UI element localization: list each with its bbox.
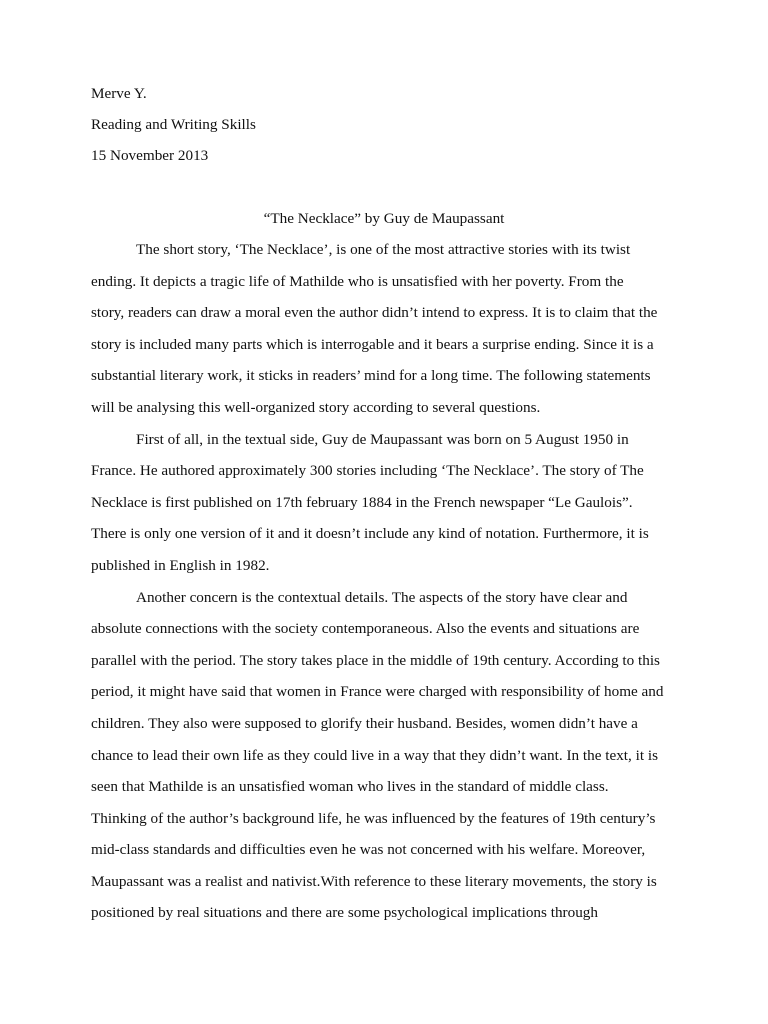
text-line: chance to lead their own life as they could live in a way that they didn’t want. In the text, it is [91, 746, 658, 764]
text-line: substantial literary work, it sticks in readers’ mind for a long time. The following statements [91, 367, 651, 385]
text-line: France. He authored approximately 300 stories including ‘The Necklace’. The story of The [91, 462, 644, 480]
text-line: The short story, ‘The Necklace’, is one of the most attractive stories with its twist [136, 241, 631, 258]
document-date: 15 November 2013 [91, 147, 209, 164]
text-line: positioned by real situations and there are some psychological implications through [91, 904, 598, 922]
text-line: ending. It depicts a tragic life of Mathilde who is unsatisfied with her poverty. From the [91, 272, 624, 290]
essay-body [91, 239, 681, 934]
essay-title: “The Necklace” by Guy de Maupassant [263, 210, 505, 227]
text-line: absolute connections with the society contemporaneous. Also the events and situations are [91, 620, 640, 638]
text-line: Maupassant was a realist and nativist.With reference to these literary movements, the story is [91, 872, 657, 890]
text-line: Thinking of the author’s background life, he was influenced by the features of 19th century’s [91, 809, 656, 827]
text-line: First of all, in the textual side, Guy de Maupassant was born on 5 August 1950 in [136, 430, 629, 448]
text-line: seen that Mathilde is an unsatisfied woman who lives in the standard of middle class. [91, 778, 609, 796]
document-header [91, 84, 691, 177]
text-line: children. They also were supposed to glorify their husband. Besides, women didn’t have a [91, 714, 638, 732]
text-line: period, it might have said that women in France were charged with responsibility of home and [91, 683, 664, 701]
paragraph-3 [91, 587, 681, 935]
text-line: parallel with the period. The story takes place in the middle of 19th century. According to this [91, 651, 660, 669]
text-line: Necklace is first published on 17th february 1884 in the French newspaper “Le Gaulois”. [91, 493, 633, 511]
paragraph-2 [91, 429, 681, 587]
author-name: Merve Y. [91, 85, 147, 102]
text-line: mid-class standards and difficulties even he was not concerned with his welfare. Moreover, [91, 841, 646, 859]
text-line: published in English in 1982. [91, 556, 270, 574]
text-line: story, readers can draw a moral even the author didn’t intend to express. It is to claim that the [91, 304, 658, 322]
paragraph-1 [91, 239, 681, 429]
course-name: Reading and Writing Skills [91, 116, 256, 133]
text-line: story is included many parts which is interrogable and it bears a surprise ending. Since it is a [91, 335, 654, 353]
text-line: will be analysing this well-organized story according to several questions. [91, 398, 541, 416]
text-line: Another concern is the contextual details. The aspects of the story have clear and [136, 588, 628, 606]
text-line: There is only one version of it and it doesn’t include any kind of notation. Furthermore, it is [91, 525, 649, 543]
